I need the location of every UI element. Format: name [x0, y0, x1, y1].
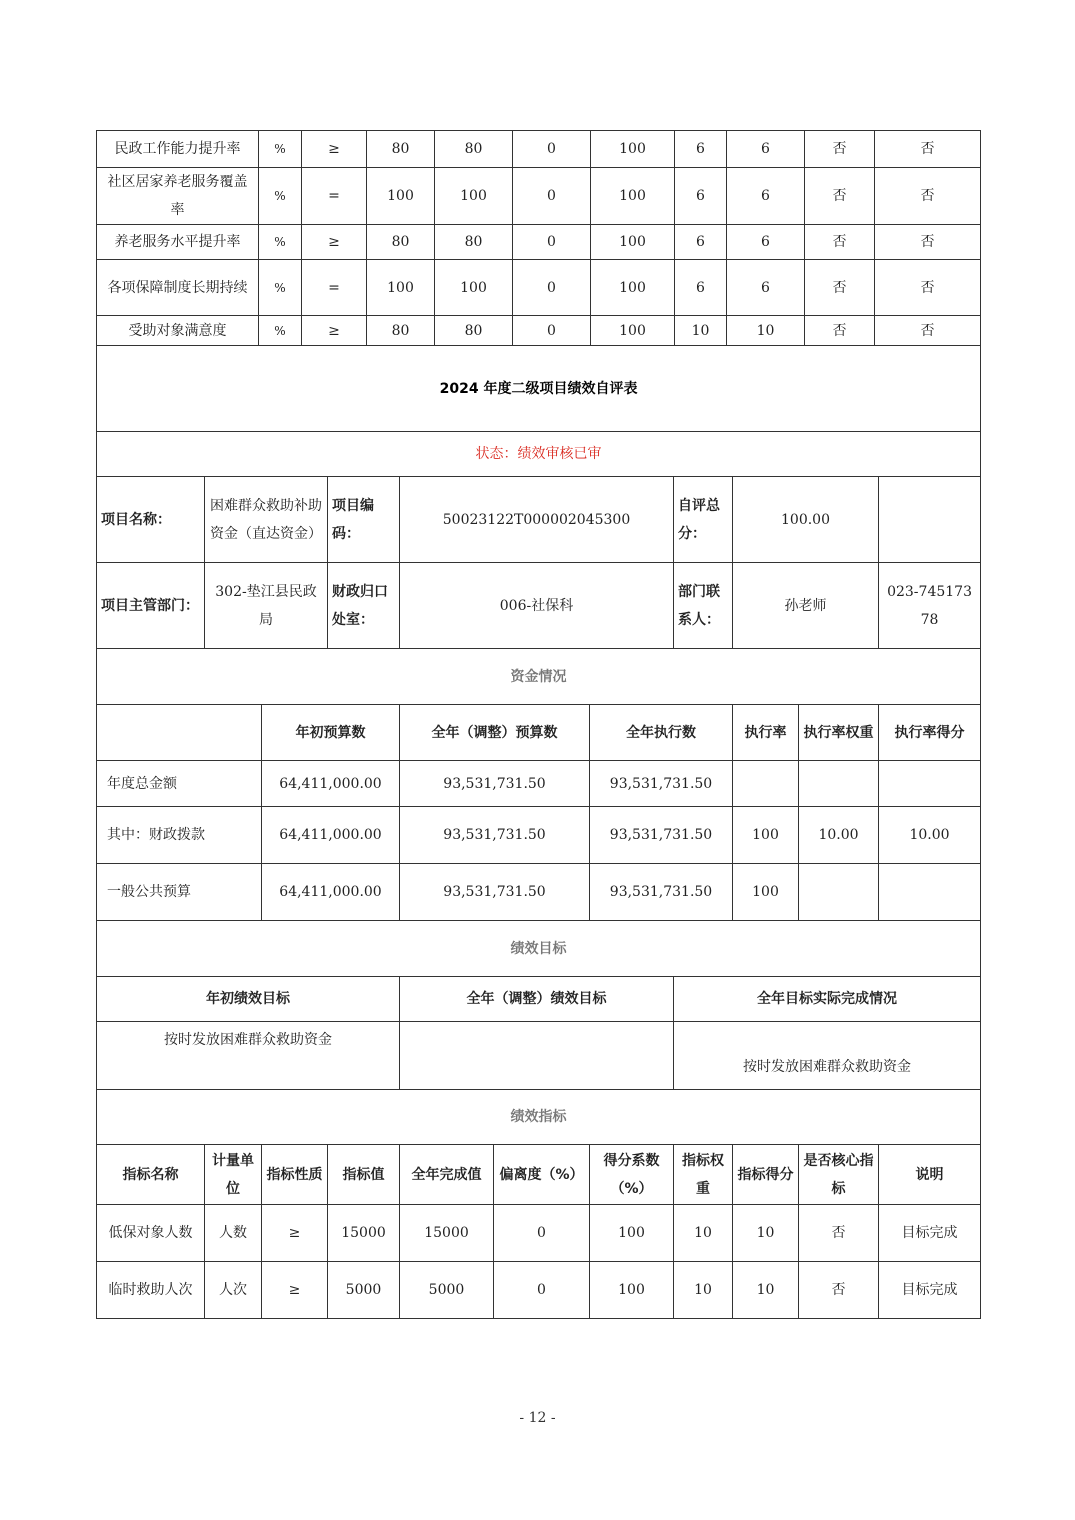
cell-score: 6 [727, 131, 805, 168]
cell-op: ≥ [302, 225, 367, 260]
indicator-row [97, 1262, 981, 1319]
cell-name: 受助对象满意度 [97, 316, 259, 346]
funds-row-label: 年度总金额 [97, 761, 262, 807]
actual-goal-value: 按时发放困难群众救助资金 [674, 1022, 981, 1090]
cell-score_coef: 100 [591, 131, 675, 168]
indicator-cell: 10 [674, 1205, 733, 1262]
indicator-header-cell: 全年完成值 [400, 1145, 494, 1205]
indicator-cell: 100 [590, 1262, 674, 1319]
indicator-header-cell: 指标值 [328, 1145, 400, 1205]
funds-cell [879, 864, 981, 921]
goals-section-title: 绩效目标 [97, 921, 981, 977]
indicator-header-cell: 是否核心指标 [799, 1145, 879, 1205]
funds-row [97, 864, 981, 921]
blank-cell [879, 477, 981, 563]
cell-unit: % [259, 168, 302, 225]
cell-core: 否 [805, 168, 875, 225]
office-label: 财政归口处室： [328, 563, 400, 649]
funds-cell: 93,531,731.50 [400, 807, 590, 864]
cell-core: 否 [805, 225, 875, 260]
cell-target: 100 [367, 260, 435, 316]
indicator-row [97, 225, 981, 260]
indicator-cell: 10 [733, 1205, 799, 1262]
indicator-cell: 5000 [328, 1262, 400, 1319]
indicator-header-cell: 说明 [879, 1145, 981, 1205]
cell-unit: % [259, 260, 302, 316]
cell-weight: 6 [675, 131, 727, 168]
status-text: 状态：绩效审核已审 [97, 432, 981, 477]
cell-op: = [302, 168, 367, 225]
phone-cell [879, 563, 981, 649]
funds-cell [799, 761, 879, 807]
contact-label: 部门联系人： [674, 563, 733, 649]
cell-core: 否 [805, 131, 875, 168]
dept-label: 项目主管部门： [97, 563, 205, 649]
adjusted-goal-value [400, 1022, 674, 1090]
indicator-cell: 人数 [205, 1205, 262, 1262]
funds-section-title: 资金情况 [97, 649, 981, 705]
cell-note: 否 [875, 316, 981, 346]
cell-unit: % [259, 225, 302, 260]
cell-deviation: 0 [513, 168, 591, 225]
page-number: - 12 - [519, 1410, 556, 1426]
project-name-value: 困难群众救助补助资金（直达资金） [205, 477, 328, 563]
cell-weight: 6 [675, 168, 727, 225]
cell-weight: 6 [675, 260, 727, 316]
funds-header-cell: 年初预算数 [262, 705, 400, 761]
cell-target: 80 [367, 131, 435, 168]
funds-row-label: 一般公共预算 [97, 864, 262, 921]
cell-actual: 80 [435, 131, 513, 168]
cell-weight: 10 [675, 316, 727, 346]
indicator-row [97, 316, 981, 346]
indicator-cell: 目标完成 [879, 1262, 981, 1319]
funds-header-cell [97, 705, 262, 761]
phone-value: 023-74517378 [887, 583, 972, 628]
cell-op: ≥ [302, 131, 367, 168]
indicator-cell: 15000 [328, 1205, 400, 1262]
funds-cell: 10.00 [879, 807, 981, 864]
indicator-row [97, 168, 981, 225]
funds-row [97, 761, 981, 807]
project-code-label: 项目编码： [328, 477, 400, 563]
funds-row [97, 807, 981, 864]
indicator-row [97, 260, 981, 316]
cell-score: 6 [727, 168, 805, 225]
indicator-cell: 人次 [205, 1262, 262, 1319]
cell-actual: 100 [435, 168, 513, 225]
funds-cell: 93,531,731.50 [400, 761, 590, 807]
cell-deviation: 0 [513, 131, 591, 168]
indicator-cell: ≥ [262, 1262, 328, 1319]
indicator-cell: 10 [674, 1262, 733, 1319]
funds-cell: 64,411,000.00 [262, 761, 400, 807]
cell-score: 6 [727, 225, 805, 260]
funds-header-cell: 执行率权重 [799, 705, 879, 761]
actual-goal-header: 全年目标实际完成情况 [674, 977, 981, 1022]
funds-cell: 93,531,731.50 [400, 864, 590, 921]
cell-score_coef: 100 [591, 225, 675, 260]
cell-note: 否 [875, 260, 981, 316]
indicator-header-cell: 指标得分 [733, 1145, 799, 1205]
cell-note: 否 [875, 225, 981, 260]
funds-cell [879, 761, 981, 807]
funds-row-label: 其中：财政拨款 [97, 807, 262, 864]
funds-cell: 64,411,000.00 [262, 807, 400, 864]
cell-note: 否 [875, 168, 981, 225]
cell-score_coef: 100 [591, 168, 675, 225]
funds-cell: 93,531,731.50 [590, 864, 733, 921]
funds-cell [733, 761, 799, 807]
funds-header-cell: 全年（调整）预算数 [400, 705, 590, 761]
cell-unit: % [259, 131, 302, 168]
cell-op: = [302, 260, 367, 316]
contact-value: 孙老师 [733, 563, 879, 649]
cell-score_coef: 100 [591, 260, 675, 316]
indicator-cell: 目标完成 [879, 1205, 981, 1262]
indicator-header-cell: 偏离度（%） [494, 1145, 590, 1205]
adjusted-goal-header: 全年（调整）绩效目标 [400, 977, 674, 1022]
cell-score: 6 [727, 260, 805, 316]
funds-cell: 93,531,731.50 [590, 807, 733, 864]
cell-actual: 80 [435, 225, 513, 260]
cell-core: 否 [805, 316, 875, 346]
project-code-value: 50023122T000002045300 [400, 477, 674, 563]
cell-name: 民政工作能力提升率 [97, 131, 259, 168]
cell-name: 各项保障制度长期持续 [97, 260, 259, 316]
cell-name: 社区居家养老服务覆盖率 [97, 168, 259, 225]
funds-cell: 100 [733, 807, 799, 864]
indicator-cell: 否 [799, 1262, 879, 1319]
cell-core: 否 [805, 260, 875, 316]
funds-cell [799, 864, 879, 921]
cell-deviation: 0 [513, 316, 591, 346]
indicator-row [97, 1205, 981, 1262]
indicator-header-cell: 计量单位 [205, 1145, 262, 1205]
cell-deviation: 0 [513, 225, 591, 260]
dept-value: 302-垫江县民政局 [205, 563, 328, 649]
indicator-header-cell: 指标名称 [97, 1145, 205, 1205]
initial-goal-header: 年初绩效目标 [97, 977, 400, 1022]
indicator-header-cell: 指标权重 [674, 1145, 733, 1205]
cell-score_coef: 100 [591, 316, 675, 346]
project-name-label: 项目名称： [97, 477, 205, 563]
total-score-value: 100.00 [733, 477, 879, 563]
indicator-cell: 0 [494, 1262, 590, 1319]
indicator-cell: 0 [494, 1205, 590, 1262]
cell-op: ≥ [302, 316, 367, 346]
funds-header-cell: 执行率 [733, 705, 799, 761]
funds-cell: 100 [733, 864, 799, 921]
indicator-header-cell: 得分系数（%） [590, 1145, 674, 1205]
funds-header-cell: 全年执行数 [590, 705, 733, 761]
self-evaluation-table [96, 345, 981, 1319]
indicator-cell: ≥ [262, 1205, 328, 1262]
indicator-header-cell: 指标性质 [262, 1145, 328, 1205]
cell-weight: 6 [675, 225, 727, 260]
cell-score: 10 [727, 316, 805, 346]
indicator-cell: 否 [799, 1205, 879, 1262]
cell-target: 80 [367, 225, 435, 260]
cell-name: 养老服务水平提升率 [97, 225, 259, 260]
cell-target: 80 [367, 316, 435, 346]
indicator-row [97, 131, 981, 168]
indicators-section-title: 绩效指标 [97, 1090, 981, 1145]
cell-actual: 100 [435, 260, 513, 316]
indicator-cell: 5000 [400, 1262, 494, 1319]
funds-header-cell: 执行率得分 [879, 705, 981, 761]
cell-target: 100 [367, 168, 435, 225]
indicator-name: 临时救助人次 [97, 1262, 205, 1319]
total-score-label: 自评总分： [674, 477, 733, 563]
form-title: 2024 年度二级项目绩效自评表 [97, 346, 981, 432]
cell-deviation: 0 [513, 260, 591, 316]
funds-cell: 93,531,731.50 [590, 761, 733, 807]
cell-actual: 80 [435, 316, 513, 346]
indicator-cell: 10 [733, 1262, 799, 1319]
initial-goal-value: 按时发放困难群众救助资金 [97, 1022, 400, 1090]
funds-cell: 64,411,000.00 [262, 864, 400, 921]
previous-indicators-table [96, 130, 981, 346]
cell-note: 否 [875, 131, 981, 168]
indicator-cell: 100 [590, 1205, 674, 1262]
cell-unit: % [259, 316, 302, 346]
indicator-name: 低保对象人数 [97, 1205, 205, 1262]
indicator-cell: 15000 [400, 1205, 494, 1262]
funds-cell: 10.00 [799, 807, 879, 864]
office-value: 006-社保科 [400, 563, 674, 649]
